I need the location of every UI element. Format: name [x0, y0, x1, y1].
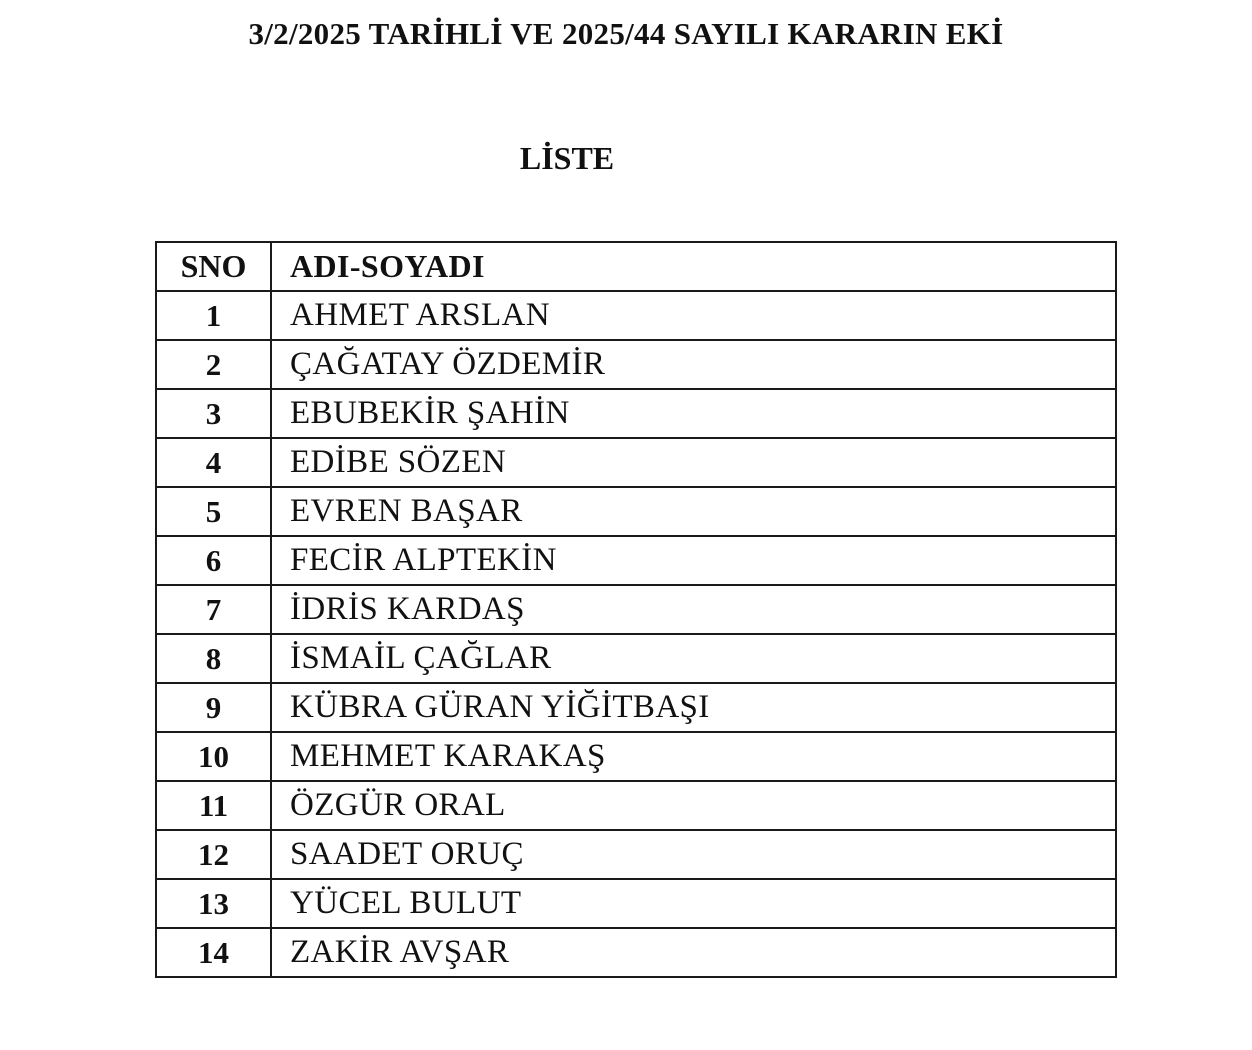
- row-name: İSMAİL ÇAĞLAR: [271, 634, 1116, 683]
- table-header-row: [156, 242, 1116, 291]
- row-number: 2: [156, 340, 271, 389]
- row-name: EBUBEKİR ŞAHİN: [271, 389, 1116, 438]
- row-number: 10: [156, 732, 271, 781]
- row-number: 9: [156, 683, 271, 732]
- table-row: [156, 732, 1116, 781]
- table-row: [156, 879, 1116, 928]
- row-number: 3: [156, 389, 271, 438]
- row-number: 8: [156, 634, 271, 683]
- table-row: [156, 340, 1116, 389]
- row-number: 14: [156, 928, 271, 977]
- document-title: 3/2/2025 TARİHLİ VE 2025/44 SAYILI KARARIN EKİ: [248, 16, 1004, 51]
- table-row: [156, 683, 1116, 732]
- row-name: İDRİS KARDAŞ: [271, 585, 1116, 634]
- table-row: [156, 781, 1116, 830]
- row-number: 1: [156, 291, 271, 340]
- row-name: SAADET ORUÇ: [271, 830, 1116, 879]
- row-number: 11: [156, 781, 271, 830]
- table-row: [156, 830, 1116, 879]
- row-number: 13: [156, 879, 271, 928]
- row-number: 7: [156, 585, 271, 634]
- table-row: [156, 487, 1116, 536]
- row-number: 4: [156, 438, 271, 487]
- table-row: [156, 291, 1116, 340]
- table-row: [156, 634, 1116, 683]
- row-name: MEHMET KARAKAŞ: [271, 732, 1116, 781]
- row-number: 6: [156, 536, 271, 585]
- name-column-header: ADI-SOYADI: [271, 242, 1116, 291]
- row-name: ÖZGÜR ORAL: [271, 781, 1116, 830]
- row-name: EDİBE SÖZEN: [271, 438, 1116, 487]
- row-number: 12: [156, 830, 271, 879]
- table-row: [156, 928, 1116, 977]
- sno-column-header: SNO: [156, 242, 271, 291]
- row-number: 5: [156, 487, 271, 536]
- table-row: [156, 389, 1116, 438]
- row-name: FECİR ALPTEKİN: [271, 536, 1116, 585]
- table-row: [156, 438, 1116, 487]
- row-name: EVREN BAŞAR: [271, 487, 1116, 536]
- list-heading: LİSTE: [519, 140, 615, 176]
- name-list-table: [155, 241, 1117, 978]
- row-name: YÜCEL BULUT: [271, 879, 1116, 928]
- row-name: ÇAĞATAY ÖZDEMİR: [271, 340, 1116, 389]
- row-name: AHMET ARSLAN: [271, 291, 1116, 340]
- table-row: [156, 585, 1116, 634]
- row-name: ZAKİR AVŞAR: [271, 928, 1116, 977]
- table-row: [156, 536, 1116, 585]
- row-name: KÜBRA GÜRAN YİĞİTBAŞI: [271, 683, 1116, 732]
